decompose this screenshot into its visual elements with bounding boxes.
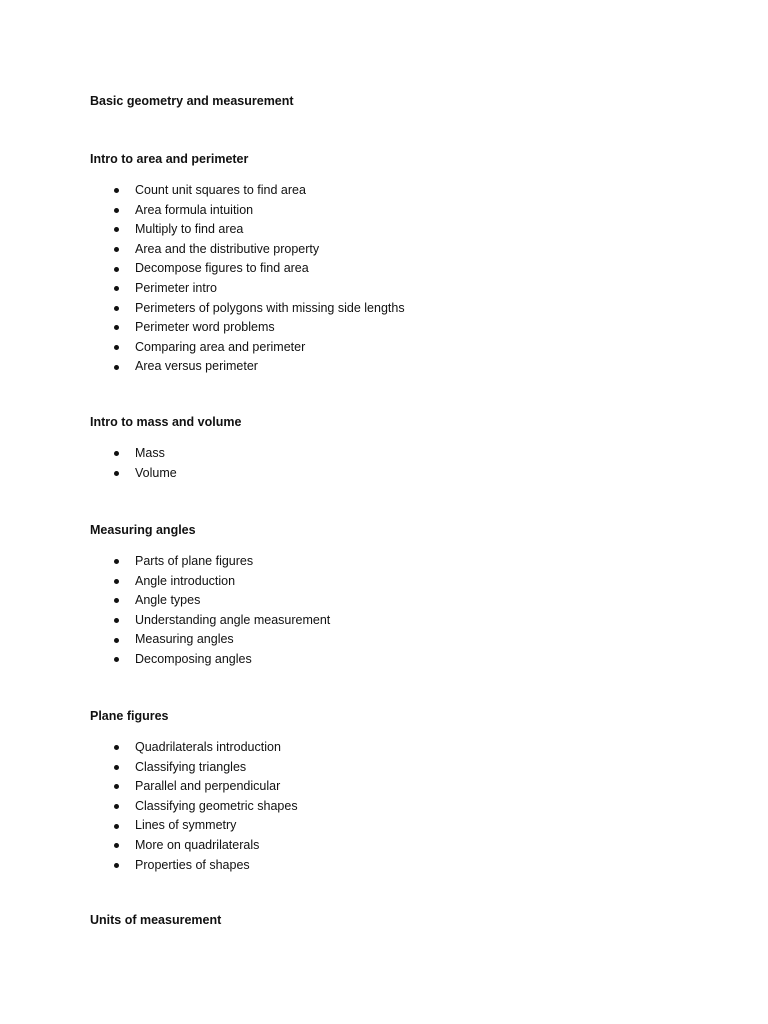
list-item-text: Measuring angles (135, 632, 234, 647)
list-item (90, 611, 330, 631)
list-item (90, 181, 405, 201)
bullet-icon (114, 579, 119, 584)
list-item (90, 816, 298, 836)
list-item-text: Classifying triangles (135, 759, 247, 774)
section-heading: Units of measurement (90, 913, 222, 927)
document-title: Basic geometry and measurement (90, 94, 294, 108)
list-item (90, 777, 298, 797)
bullet-icon (114, 188, 119, 193)
list-item-text: Area versus perimeter (135, 359, 258, 374)
list-item-text: Classifying geometric shapes (135, 798, 298, 813)
bullet-icon (114, 745, 119, 750)
list-item (90, 220, 405, 240)
bullet-icon (114, 765, 119, 770)
section-heading: Plane figures (90, 709, 169, 723)
list-item-text: Lines of symmetry (135, 818, 237, 833)
section-heading: Intro to mass and volume (90, 415, 242, 429)
list-item (90, 338, 405, 358)
list-item (90, 357, 405, 377)
list-item (90, 201, 405, 221)
list-item (90, 630, 330, 650)
list-item-text: Angle types (135, 593, 201, 608)
bullet-icon (114, 345, 119, 350)
bullet-icon (114, 286, 119, 291)
list-item (90, 572, 330, 592)
list-item-text: Multiply to find area (135, 222, 244, 237)
section-heading: Measuring angles (90, 523, 196, 537)
bullet-icon (114, 325, 119, 330)
list-item (90, 464, 241, 484)
list-item-text: Area formula intuition (135, 202, 254, 217)
bullet-icon (114, 451, 119, 456)
bullet-icon (114, 306, 119, 311)
list-item-text: Mass (135, 446, 165, 460)
bullet-icon (114, 638, 119, 643)
list-item (90, 279, 405, 299)
list-item (90, 299, 405, 319)
list-item-text: Area and the distributive property (135, 241, 320, 256)
list-item-text: Comparing area and perimeter (135, 339, 306, 354)
list-item-text: More on quadrilaterals (135, 837, 260, 852)
section-measuring-angles (90, 522, 330, 670)
list-item (90, 444, 241, 464)
section-intro-mass-volume (90, 414, 241, 483)
section-heading: Intro to area and perimeter (90, 152, 249, 166)
list-item-text: Parallel and perpendicular (135, 779, 281, 794)
bullet-icon (114, 598, 119, 603)
list-item (90, 318, 405, 338)
list-item-text: Angle introduction (135, 573, 236, 588)
bullet-icon (114, 843, 119, 848)
bullet-icon (114, 267, 119, 272)
list-item-text: Perimeter word problems (135, 320, 275, 335)
bullet-icon (114, 247, 119, 252)
list-item (90, 240, 405, 260)
list-item-text: Decompose figures to find area (135, 261, 309, 276)
list-item (90, 552, 330, 572)
list-item-text: Volume (135, 465, 177, 480)
bullet-list (90, 552, 330, 670)
list-item-text: Parts of plane figures (135, 554, 254, 568)
list-item-text: Properties of shapes (135, 857, 250, 872)
list-item-text: Perimeters of polygons with missing side lengths (135, 300, 405, 315)
bullet-icon (114, 824, 119, 829)
list-item-text: Count unit squares to find area (135, 183, 306, 197)
list-item (90, 758, 298, 778)
section-plane-figures (90, 708, 298, 875)
bullet-icon (114, 784, 119, 789)
bullet-icon (114, 804, 119, 809)
bullet-icon (114, 657, 119, 662)
section-intro-area-perimeter (90, 151, 405, 377)
list-item (90, 738, 298, 758)
section-units-of-measurement (90, 912, 221, 929)
bullet-icon (114, 863, 119, 868)
bullet-icon (114, 559, 119, 564)
bullet-icon (114, 208, 119, 213)
list-item (90, 650, 330, 670)
bullet-list (90, 181, 405, 377)
bullet-list (90, 444, 241, 483)
list-item (90, 797, 298, 817)
list-item-text: Decomposing angles (135, 651, 252, 666)
list-item-text: Perimeter intro (135, 280, 217, 295)
bullet-icon (114, 618, 119, 623)
bullet-icon (114, 227, 119, 232)
list-item (90, 591, 330, 611)
bullet-list (90, 738, 298, 875)
list-item (90, 836, 298, 856)
list-item (90, 856, 298, 876)
bullet-icon (114, 365, 119, 370)
list-item-text: Understanding angle measurement (135, 612, 331, 627)
bullet-icon (114, 471, 119, 476)
list-item-text: Quadrilaterals introduction (135, 740, 281, 754)
list-item (90, 259, 405, 279)
